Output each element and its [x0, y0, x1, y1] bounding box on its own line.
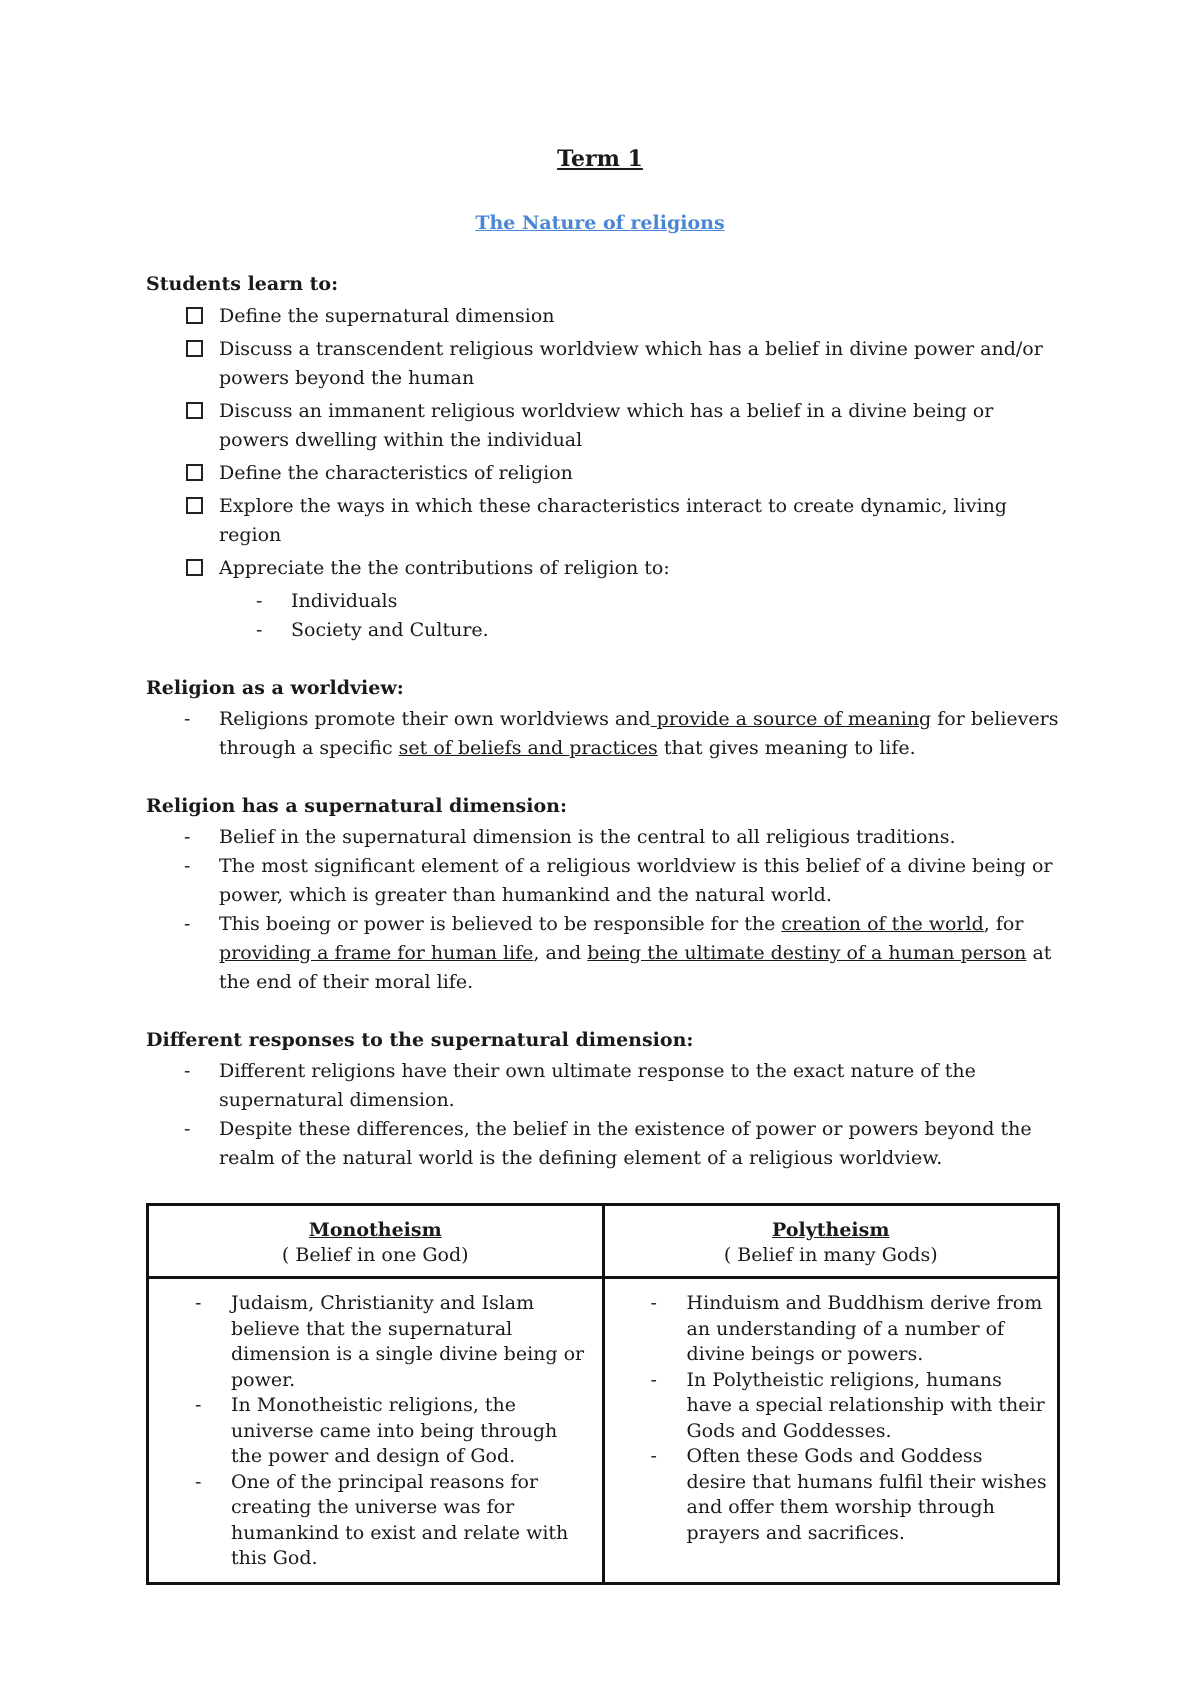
list-item	[605, 1291, 1048, 1368]
dash-bullet: -	[256, 590, 263, 612]
list-item-text: In Polytheistic religions, humans have a special relationship with their Gods and Goddesses.	[686, 1368, 1045, 1442]
polytheism-list	[605, 1291, 1048, 1546]
supernatural-list	[146, 823, 1066, 997]
checklist-item	[146, 459, 1066, 488]
monotheism-subtitle: ( Belief in one God)	[281, 1244, 469, 1266]
supernatural-item	[146, 823, 1066, 852]
list-item	[605, 1444, 1048, 1546]
list-item	[149, 1470, 592, 1572]
supernatural-item	[146, 852, 1066, 910]
worldview-list	[146, 705, 1066, 763]
responses-heading: Different responses to the supernatural dimension:	[146, 1029, 694, 1051]
item-text: Belief in the supernatural dimension is the central to all religious traditions.	[219, 826, 956, 848]
learning-checklist	[146, 302, 1066, 583]
page-subtitle: The Nature of religions	[475, 212, 725, 234]
checklist-item-text: Define the characteristics of religion	[219, 462, 573, 484]
sublist-item-text: Society and Culture.	[291, 619, 489, 641]
checklist-item-text: Define the supernatural dimension	[219, 305, 555, 327]
monotheism-list	[149, 1291, 592, 1572]
underlined-phrase: provide a source of meaning	[650, 708, 932, 730]
responses-item	[146, 1057, 1066, 1115]
item-text: Despite these differences, the belief in the existence of power or powers beyond the realm of the natural world is the defining element of a religious worldview.	[219, 1118, 1032, 1169]
supernatural-heading: Religion has a supernatural dimension:	[146, 795, 567, 817]
dash-bullet: -	[184, 1118, 191, 1140]
dash-bullet: -	[256, 619, 263, 641]
checklist-item	[146, 397, 1066, 455]
polytheism-title: Polytheism	[772, 1219, 890, 1241]
dash-bullet: -	[184, 826, 191, 848]
underlined-phrase: creation of the world	[781, 913, 984, 935]
worldview-heading: Religion as a worldview:	[146, 677, 404, 699]
checkbox-icon[interactable]	[186, 307, 203, 324]
dash-bullet: -	[650, 1368, 657, 1391]
table-header-row	[148, 1205, 1059, 1278]
text-run: , for	[983, 913, 1024, 935]
dash-bullet: -	[184, 855, 191, 877]
list-item-text: Hinduism and Buddhism derive from an understanding of a number of divine beings or powers.	[686, 1292, 1043, 1365]
list-item-text: In Monotheistic religions, the universe came into being through the power and design of God.	[231, 1394, 558, 1467]
dash-bullet: -	[195, 1394, 202, 1416]
checklist-item-text: Discuss an immanent religious worldview which has a belief in a divine being or powers dwelling within the individual	[219, 400, 994, 451]
list-item	[605, 1368, 1048, 1445]
sublist-item-text: Individuals	[291, 590, 398, 612]
polytheism-header	[603, 1205, 1059, 1278]
polytheism-subtitle: ( Belief in many Gods)	[723, 1244, 938, 1266]
list-item	[149, 1393, 592, 1470]
item-text: Different religions have their own ultimate response to the exact nature of the supernatural dimension.	[219, 1060, 976, 1111]
dash-bullet: -	[184, 1060, 191, 1082]
checkbox-icon[interactable]	[186, 559, 203, 576]
dash-bullet: -	[195, 1470, 202, 1493]
dash-bullet: -	[195, 1292, 202, 1314]
checkbox-icon[interactable]	[186, 340, 203, 357]
dash-bullet: -	[650, 1445, 657, 1467]
underlined-phrase: being the ultimate destiny of a human person	[587, 942, 1027, 964]
text-run: , and	[533, 942, 588, 964]
checklist-item	[146, 302, 1066, 331]
underlined-phrase: set of beliefs and practices	[398, 737, 658, 759]
text-run: Religions promote their own worldviews and	[219, 708, 651, 730]
list-item-text: Judaism, Christianity and Islam believe that the supernatural dimension is a single divine being or power.	[231, 1292, 585, 1391]
contributions-sublist	[146, 587, 1066, 645]
text-run: that gives meaning to life.	[657, 737, 916, 759]
sublist-item	[146, 616, 1066, 645]
dash-bullet: -	[650, 1292, 657, 1314]
document-body	[146, 270, 1066, 1173]
students-learn-heading: Students learn to:	[146, 273, 339, 295]
checklist-item-text: Appreciate the the contributions of religion to:	[219, 557, 670, 579]
page-title: Term 1	[557, 146, 643, 172]
text-run: at the end of their moral life.	[219, 942, 1052, 993]
checklist-item	[146, 335, 1066, 393]
monotheism-cell	[148, 1278, 604, 1584]
responses-item	[146, 1115, 1066, 1173]
checklist-item-text: Discuss a transcendent religious worldview which has a belief in divine power and/or powers beyond the human	[219, 338, 1043, 389]
list-item	[149, 1291, 592, 1393]
checklist-item-text: Explore the ways in which these characteristics interact to create dynamic, living region	[219, 495, 1007, 546]
monotheism-header	[148, 1205, 604, 1278]
text-run: This boeing or power is believed to be responsible for the	[219, 913, 782, 935]
responses-list	[146, 1057, 1066, 1173]
polytheism-cell	[603, 1278, 1059, 1584]
list-item-text: Often these Gods and Goddess desire that humans fulfil their wishes and offer them worship through prayers and sacrifices.	[686, 1445, 1047, 1544]
monotheism-title: Monotheism	[308, 1219, 442, 1241]
sublist-item	[146, 587, 1066, 616]
supernatural-item	[146, 910, 1066, 997]
comparison-table	[146, 1203, 1060, 1585]
list-item-text: One of the principal reasons for creating the universe was for humankind to exist and relate with this God.	[231, 1470, 569, 1569]
item-text: The most significant element of a religious worldview is this belief of a divine being or power, which is greater than humankind and the natural world.	[219, 855, 1053, 906]
checkbox-icon[interactable]	[186, 464, 203, 481]
text-run: for believers through a specific	[219, 708, 1059, 759]
checkbox-icon[interactable]	[186, 497, 203, 514]
dash-bullet: -	[184, 708, 191, 730]
underlined-phrase: providing a frame for human life	[219, 942, 534, 964]
table-row	[148, 1278, 1059, 1584]
worldview-item	[146, 705, 1066, 763]
dash-bullet: -	[184, 913, 191, 935]
checklist-item	[146, 554, 1066, 583]
checklist-item	[146, 492, 1066, 550]
checkbox-icon[interactable]	[186, 402, 203, 419]
